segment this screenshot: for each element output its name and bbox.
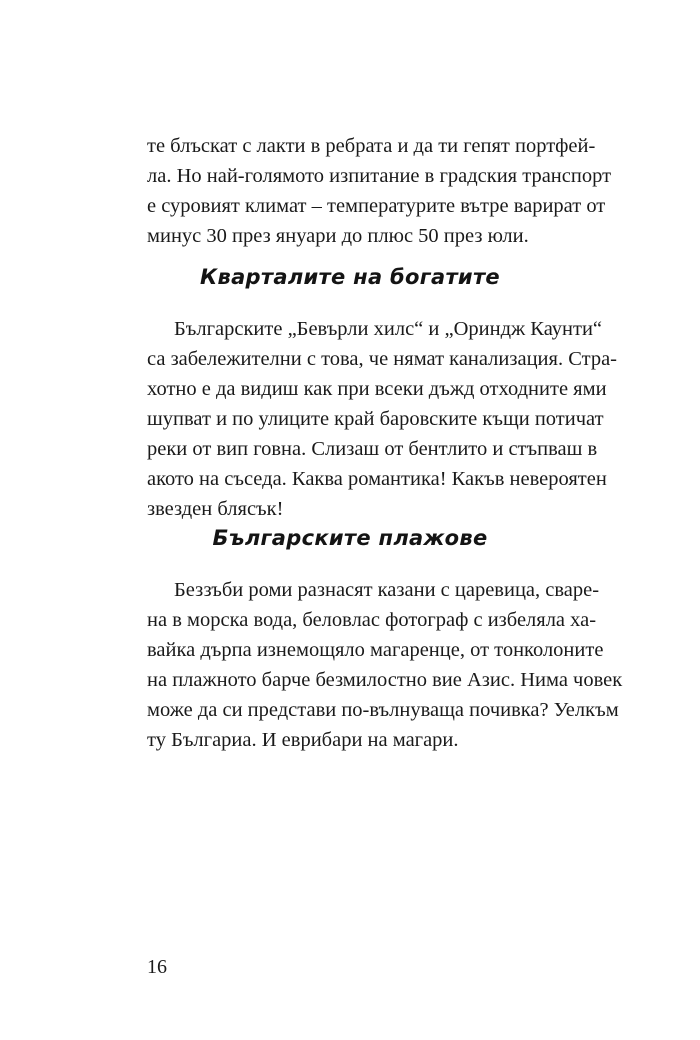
paragraph-line: Беззъби роми разнасят казани с царевица, сваре- (174, 579, 600, 601)
paragraph-line: на плажното барче безмилостно вие Азис. Нима човек (147, 669, 623, 691)
paragraph-line: реки от вип говна. Слизаш от бентлито и стъпваш в (147, 438, 598, 460)
paragraph-line: е суровият климат – температурите вътре варират от (147, 195, 606, 217)
paragraph-line: може да си представи по-вълнуваща почивка? Уелкъм (147, 699, 619, 721)
paragraph-line: звезден блясък! (147, 498, 284, 520)
paragraph-line: те блъскат с лакти в ребрата и да ти гепят портфей- (147, 135, 596, 157)
paragraph-line: вайка дърпа изнемощяло магаренце, от тонколоните (147, 639, 604, 661)
page-number: 16 (147, 956, 167, 978)
paragraph-line: ла. Но най-голямото изпитание в градския транспорт (147, 165, 612, 187)
paragraph-line: акото на съседа. Каква романтика! Какъв невероятен (147, 468, 607, 490)
paragraph-line: на в морска вода, беловлас фотограф с избеляла ха- (147, 609, 597, 631)
paragraph-line: ту Българиа. И еврибари на магари. (147, 729, 459, 751)
paragraph-line: шупват и по улиците край баровските къщи потичат (147, 408, 604, 430)
paragraph-line: хотно е да видиш как при всеки дъжд отходните ями (147, 378, 607, 400)
section-heading: Кварталите на богатите (200, 265, 500, 289)
section-heading: Българските плажове (212, 526, 488, 550)
paragraph-line: Българските „Бевърли хилс“ и „Ориндж Каунти“ (174, 318, 603, 340)
paragraph-line: са забележителни с това, че нямат канализация. Стра- (147, 348, 617, 370)
paragraph-line: минус 30 през януари до плюс 50 през юли. (147, 225, 529, 247)
